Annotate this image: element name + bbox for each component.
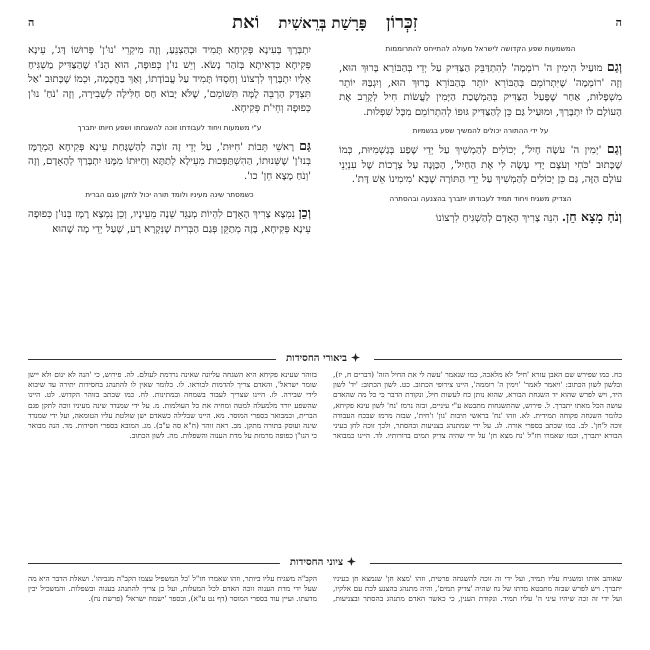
ornament-icon [351, 353, 360, 362]
text-paragraph [28, 139, 311, 185]
section-title-text: ביאורי החסידות [286, 353, 347, 364]
main-text-right-column [339, 44, 622, 226]
side-caption: המשמעות שפע הקדושה לישראל מעולה להתייחס להתרוממות [385, 44, 576, 53]
section-divider [28, 352, 622, 366]
paragraph-body: 'יְמִין ה' עֹשָׂה חָיִל', יְכוֹלִים לְהַמְשִׁיךְ עַל יְדֵי שֶׁפַע בְּגַשְׁמִיּוּת, כְּמוֹ שֶׁכָּתוּב 'כֹּחִי וְעֹצֶם יָדִי עָשָׂה לִי אֶת הַחַיִל', הַכַּוָּנָה עַל צְרָכוֹת שֶׁל עִנְיְנֵי עוֹלָם הַזֶּה, גַּם כֵּן יְכוֹלִים לְהַמְשִׁיךְ עַל יְדֵי הַתּוֹרָה שֶׁבָּא 'מִימִינוֹ אֵשׁ דָּת'. [339, 145, 622, 185]
side-caption: ע"י משמעות ויחוד לעבודתו זוכה להשגחתו ושפע חיותו יתברך [77, 122, 262, 132]
parasha-title: פָּרָשַׁת בְּרֵאשִׁית [278, 14, 367, 32]
running-title [28, 12, 622, 33]
section-divider [28, 556, 622, 570]
text-paragraph [339, 142, 622, 188]
text-paragraph [339, 210, 622, 227]
page-number-left: ה [28, 16, 35, 29]
side-caption: כשמסתר שינה מעיניו ולומד תורה יכול לתקן פגם הברית [85, 190, 254, 199]
lead-word: וְכֵן [298, 205, 311, 220]
section-label [276, 352, 374, 366]
side-caption: על ידי ההתורה יכולים להמשיך שפע בגשמיות [412, 126, 549, 135]
side-caption: הצדיק משגיח ויחוד תמיד לעבודתו יתברך בהצנעה ובהסתרה [389, 193, 572, 203]
ornament-icon [347, 557, 356, 566]
section-title: וֹאת [232, 12, 260, 33]
section-label [280, 556, 370, 570]
paragraph-body: נִמְצָא צָרִיךְ הָאָדָם לִהְיוֹת מְנַגֵּד שֵׁנָה מֵעֵינָיו, וְכֵן נִמְצָא רֶמֶז בְּנוּ'ן כְּפוּפָה עֵינָא פְּקִיחָא, בָּזֶה מְתַקֵּן פְּגַם הַבְּרִית שֶׁנִּקְרָא רַע, שֶׁעַל יְדֵי מָה שֶׁהוּא [28, 209, 311, 235]
book-title: זִכְּרוֹן [385, 12, 418, 33]
paragraph-body: יִתְבָּרַךְ בְּעִינָא פְּקִיחָא תָּמִיד וּבְהַצְנֵעַ, וְזֶה מִיקְרֵי 'נוּ'ן' פְּרוּשׁוֹ דָּג', עֵינָא פְּקִיחָא כִּדְאִיתָא בְּזֹהַר נָשֹׂא. וְיֵשׁ נוּ'ן כְּפוּפָה, הוּא הַנּ'וּ שֶׁהַצַּדִּיק מַשְׁגִּיחַ אֵלָיו יִתְבָּרַךְ לִרְצוֹנוֹ וְחַסְדּוֹ תָּמִיד עַל עֲבוֹדָתוֹ, וְאַךְ בַּחֲכָמָה, וּכְמוֹ שֶׁכָּתוּב 'אַל תִּצְדַּק הַרְבֵּה לָמָּה תִּשּׁוֹמֵם', שֶׁלֹּא יָבוֹא חַס חַלִּילָה לִשְׁבִירָה, וְזֶה 'נֹחַ' נוּ'ן כְּפוּפָה וְחֵי'ת פְּקִיחָא. [28, 45, 311, 114]
page-number: ה [615, 16, 622, 29]
paragraph-body: הִנֵּה צָרִיךְ הָאָדָם לְהַשְׁגִּיחַ לִרְצוֹנוֹ [435, 212, 559, 224]
page-header [28, 12, 622, 38]
lead-word: וְגַם [606, 59, 622, 74]
paragraph-body: מוּעַיל הִימִין ה' רוֹמְמָה' לְהִתְדַּבֵּק הַצַּדִּיק עַל יְדֵי בְּהַבּוֹרֵא בָּרוּךְ הוּא, וְזֶה 'רוֹמְמָה' שֶׁיִּתְרוֹמֵם בְּהַבּוֹרֵא יוֹתֵר בְּהַבּוֹרֵא בָּרוּךְ הוּא, וְיִגְבַּהּ יוֹתֵר מִשְׁפָלוּת, אַחַר שֶׁפָּעַל הַצַּדִּיק בְּהַמְשָׁכַת הַיָּמִין לַעֲשׂוֹת חִיל לְקָרֵב אֶת הָעוֹלָם לוֹ יִתְבָּרַךְ, וּמוּעַיל גַּם כֵּן לְהַצַּדִּיק גּוּפוֹ לְהִתְרוֹמֵם מִכָּל שִׁפְלוּת. [339, 63, 622, 118]
references-block: שאוהב אותו ומשגיח עליו תמיד, ועל ידי זה זוכה להשגחה פרטית, וזהו 'מצא חן' שנמצא חן בעיניו יתברך. ויש לפרש שבזה מתבטא מדתו של נח שהיה 'צדיק תמים', והיה מתנהג בהצנע לכת עם אלקיו, ועל ידי זה זכה שיהיו עיני ה' עליו תמיד. ונקודת הענין, כי כאשר האדם מתנהג בהסתר ובצניעות, הקב"ה משגיח עליו ביותר, וזהו שאמרו חז"ל 'כל המשפיל עצמו הקב"ה מגביהו'. ושאלת הדבר היא מה שעל ידי מדת הענוה זוכה האדם לכל המעלות, ועל כן צריך להתנהג בענוה ובשפלות. והמשכיל יבין מדעתו. ועיין עוד בספרי המוסר (דף נט ע"א), ובספר 'ישמח ישראל' (פרשת נח). [28, 574, 622, 604]
lead-word: גַּם [299, 137, 311, 153]
paragraph-body: רָאשֵׁי תֵּבוֹת 'חִיּוּת', עַל יְדֵי זֶה זוֹכֶה לְהַשְׁגָּחַת עֵינָא פְּקִיחָא הַמְרֻמָּז בְּנוּ'ן' שֶׁשְּׁנוּתוֹ, הַהִשְׁתַּפְּכוּת מִעֵילָא לְתַתָּא וְחַיּוּתוֹ מִמֶּנּוּ יִתְבָּרַךְ לְהָאָדָם, וְזֶה 'וְנֹחַ מָצָא חֵן' כו'. [28, 141, 311, 182]
text-paragraph [28, 44, 311, 117]
section-title-text: ציוני החסידות [289, 557, 344, 568]
main-text-left-column [28, 44, 311, 237]
commentary-block: כח. כמו שפירש שם האבן עזרא 'חיל' לא מלאכה, כמו שנאמר 'עשה לי את החיל הזה' (דברים ח, יז), ובלשון לשון הכתוב: 'ויאמר לאמר' 'וימין ה' רוממה', היינו צירופי הכתוב. כט. לשון הכתוב: 'יד' לשון היד, ויש לפרש שהוא יד השגחת הבורא, שהוא נותן כח לעשות חיל, ונקודת הדבר כי כל מה שהאדם עושה הכל מאתו יתברך. ל. פירוש, שהתשגחות מתבטא ע"י עיניים, ובזה נרמז 'נח' לשון עינא פקיחא, כלומר השגחה פקוחה תמידית. לא. וזהו 'נח' בראשי תיבות 'נון' ו'חית', שבזה מרמז שבכח העבודה זוכה ל'חן'. לב. כמו שכתב בספרי אורה. לג. על ידי שמתנהג בצניעות ובהסתר, ולכך זוכה לחן בעיני הבורא יתברך, וכמו שאמרו חז"ל 'נח מצא חן' על ידי שהיה צדיק תמים בדורותיו. לד. היינו כמבואר בזוהר שעינא פקיחא היא השגחה עליונה שאינה נרדמת לעולם. לה. פירוש, כי 'הנה לא ינום ולא יישן שומר ישראל', והאדם צריך להדמות לבוראו. לו. כלומר שאין לו להתנהג בחסידות יתירה עד שיבוא לידי שבירה. לז. היינו שצריך לעבוד בשמחה ובמתינות. לח. כמו שכתב בזוהר הקדוש. לט. היינו שהשפע יורד מלמעלה למטה ומחיה את כל העולמות. מ. על ידי שמנדד שינה מעיניו זוכה לתקן פגם הברית, וכמבואר בספרי המוסר. מא. היינו שבלילה כשאדם ישן שולטת עליו הטומאה, ועל ידי שמנדד שינה ועוסק בתורה מתקן. מב. ראה זוהר (ח"א סה ע"ב). מג. המובא בספרי חסידות. מד. הנה מבואר כי הנו"ן כפופה מרמזת על מדת הענוה והשפלות. מה. לשון הכתוב. [28, 370, 622, 441]
text-paragraph [28, 206, 311, 237]
lead-word: וְנֹחַ מָצָא חֵן. [561, 208, 622, 224]
lead-word: וְגַם [606, 141, 622, 156]
text-paragraph [339, 60, 622, 120]
